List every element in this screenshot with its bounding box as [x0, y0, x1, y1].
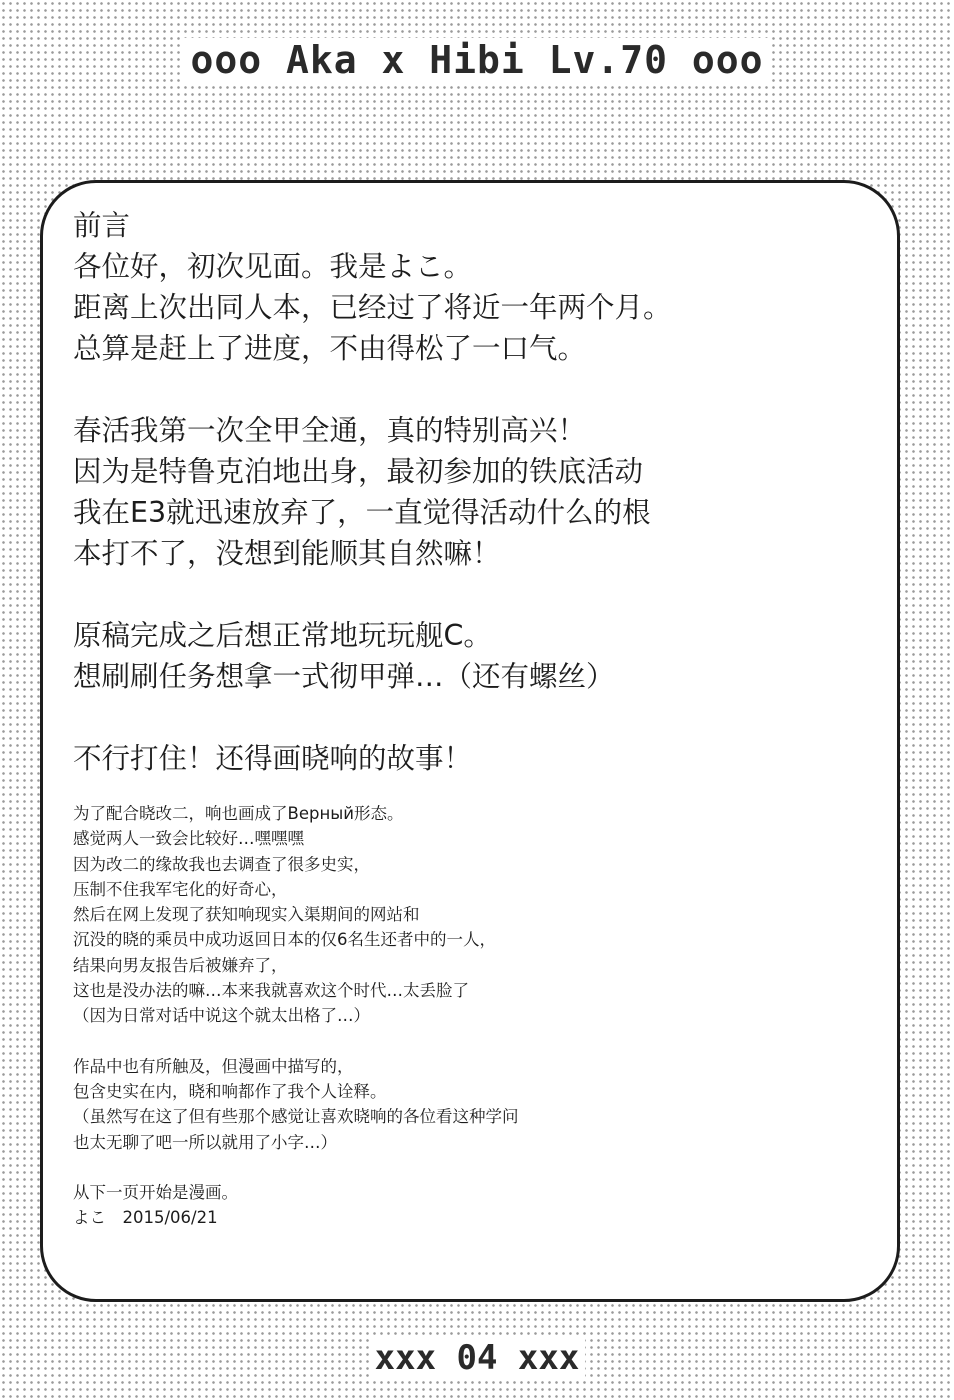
preface-text-box: [40, 180, 900, 1302]
notes-small-text: [73, 801, 867, 1230]
notes-line: 从下一页开始是漫画。: [73, 1182, 238, 1202]
page-number-text: xxx 04 xxx: [369, 1338, 586, 1378]
notes-line: 包含史实在内，晓和响都作了我个人诠释。: [73, 1081, 387, 1101]
notes-line: 也太无聊了吧一所以就用了小字…）: [73, 1132, 337, 1152]
notes-line: 压制不住我军宅化的好奇心，: [73, 879, 288, 899]
notes-line: 结果向男友报告后被嫌弃了，: [73, 955, 288, 975]
header-title-text: ooo Aka x Hibi Lv.70 ooo: [184, 38, 769, 82]
preface-line: 春活我第一次全甲全通，真的特别高兴！: [73, 414, 587, 447]
preface-large-text: [73, 205, 867, 779]
preface-line: 各位好，初次见面。我是よこ。: [73, 250, 473, 283]
notes-line: 为了配合晓改二，响也画成了Верный形态。: [73, 804, 404, 823]
preface-line: 原稿完成之后想正常地玩玩舰C。: [73, 619, 492, 652]
notes-line: （虽然写在这了但有些那个感觉让喜欢晓响的各位看这种学问: [73, 1107, 519, 1127]
preface-line: 不行打住！还得画晓响的故事！: [73, 742, 473, 775]
preface-line: 本打不了，没想到能顺其自然嘛！: [73, 537, 501, 570]
preface-line: 总算是赶上了进度，不由得松了一口气。: [73, 332, 587, 365]
notes-line: （因为日常对话中说这个就太出格了…）: [73, 1006, 370, 1026]
signature-date-line: よこ 2015/06/21: [73, 1208, 218, 1228]
page-header-title: [0, 38, 954, 82]
notes-line: 因为改二的缘故我也去调查了很多史实，: [73, 854, 370, 874]
preface-line: 因为是特鲁克泊地出身，最初参加的铁底活动: [73, 455, 644, 488]
page-number: [0, 1338, 954, 1378]
notes-line: 然后在网上发现了获知响现实入渠期间的网站和: [73, 905, 420, 925]
notes-line: 作品中也有所触及，但漫画中描写的，: [73, 1056, 354, 1076]
preface-heading: 前言: [73, 209, 131, 242]
preface-line: 我在E3就迅速放弃了，一直觉得活动什么的根: [73, 496, 651, 529]
preface-line: 想刷刷任务想拿一式彻甲弹…（还有螺丝）: [73, 660, 615, 693]
notes-line: 这也是没办法的嘛…本来我就喜欢这个时代…太丢脸了: [73, 981, 469, 1001]
notes-line: 沉没的晓的乘员中成功返回日本的仅6名生还者中的一人，: [73, 930, 496, 950]
notes-line: 感觉两人一致会比较好…嘿嘿嘿: [73, 829, 304, 849]
preface-line: 距离上次出同人本，已经过了将近一年两个月。: [73, 291, 672, 324]
